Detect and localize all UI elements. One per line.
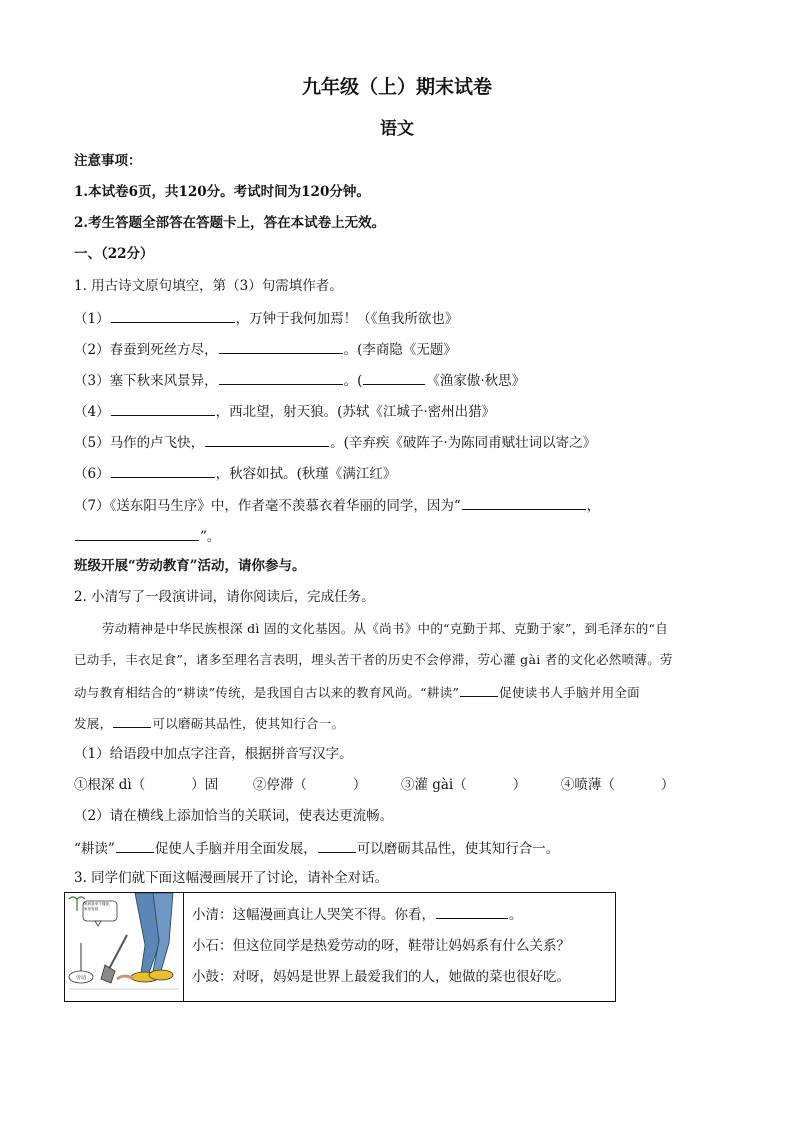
q1-line-3-text: 。( (343, 373, 363, 389)
subject-title: 语文 (380, 119, 414, 139)
speech-line-4 (74, 713, 344, 733)
notice-item-1: 1.本试卷6页，共120分。考试时间为120分钟。 (74, 184, 370, 200)
q1-line-3 (74, 370, 525, 390)
q1-line-5-text: 。(辛弃疾《破阵子·为陈同甫赋壮词以寄之》 (330, 435, 597, 451)
q2-sub2-sentence (74, 838, 559, 858)
q2-options (74, 776, 674, 794)
q1-line-4-text: ，西北望，射天狼。(苏轼《江城子·密州出猎》 (215, 404, 496, 420)
answer-blank[interactable] (111, 401, 215, 416)
option-1-close: ）固 (191, 777, 219, 793)
q1-line-7-comma: ， (586, 498, 601, 514)
connective-blank[interactable] (113, 713, 151, 728)
q1-line-6-label: （6） (74, 466, 110, 482)
q2-sub1: （1）给语段中加点字注音，根据拼音写汉字。 (74, 746, 353, 762)
dialogue-line-xiaoshi: 小石：但这位同学是热爱劳动的呀，鞋带让妈妈系有什么关系？ (192, 938, 570, 954)
q1-line-4 (74, 401, 495, 421)
q2-sub2: （2）请在横线上添加恰当的关联词，使表达更流畅。 (74, 808, 394, 824)
q1-line-7-continued (74, 526, 220, 546)
cartoon-sign-text: 劳动 (75, 975, 87, 981)
answer-blank[interactable] (205, 432, 329, 447)
dialogue-line-xiaogu: 小鼓：对呀，妈妈是世界上最爱我们的人，她做的菜也很好吃。 (192, 969, 570, 985)
q1-line-3-source: 《渔家傲·秋思》 (426, 373, 526, 389)
q1-line-5 (74, 432, 596, 452)
q1-line-2-label: （2）春蚕到死丝方尽， (74, 342, 218, 358)
speech-line-4-rest: 可以磨砺其品性，使其知行合一。 (152, 716, 345, 731)
option-4-open: ④喷薄（ (560, 777, 615, 793)
cartoon-bubble-text: 妈妈我来下楼拿，家里有厨 (84, 902, 113, 911)
exam-title: 九年级（上）期末试卷 (301, 76, 492, 98)
connective-blank[interactable] (116, 838, 154, 853)
cartoon-dialogue-table (64, 892, 616, 1002)
q1-line-1-text: ，万钟于我何加焉！（《鱼我所欲也》 (235, 311, 459, 327)
notice-item-2: 2.考生答题全部答在答题卡上，答在本试卷上无效。 (74, 215, 386, 231)
cartoon-image (65, 893, 183, 997)
speech-line-3-rest: 促使读书人手脑并用全面 (499, 685, 640, 700)
sentence-start: “耕读” (74, 841, 115, 857)
speech-line-3-text: 动与教育相结合的“耕读”传统，是我国自古以来的教育风尚。“耕读” (74, 685, 460, 700)
speech-line-3 (74, 682, 640, 702)
cartoon-cell (65, 893, 184, 1002)
answer-blank[interactable] (111, 308, 235, 323)
author-blank[interactable] (363, 370, 425, 385)
answer-blank[interactable] (436, 904, 508, 919)
answer-blank[interactable] (219, 370, 343, 385)
section-1-heading: 一、（22分） (74, 246, 154, 262)
q1-line-7-end: ”。 (200, 529, 221, 545)
option-4-close: ） (660, 777, 675, 793)
q1-line-1 (74, 308, 458, 328)
q1-line-2 (74, 339, 457, 359)
connective-blank[interactable] (318, 838, 356, 853)
answer-blank[interactable] (462, 495, 586, 510)
dialogue-xiaoqing-end: 。 (509, 907, 523, 923)
q1-line-6 (74, 463, 396, 483)
option-1-open: ①根深 dì（ (74, 777, 146, 793)
q1-line-6-text: ，秋容如拭。(秋瑾《满江红》 (215, 466, 397, 482)
sentence-end: 可以磨砺其品性，使其知行合一。 (356, 841, 560, 857)
q1-line-7 (74, 495, 600, 515)
answer-blank[interactable] (219, 339, 343, 354)
option-3-close: ） (512, 777, 527, 793)
activity-heading: 班级开展“劳动教育”活动，请你参与。 (74, 558, 306, 574)
dialogue-xiaoqing-text: 小清：这幅漫画真让人哭笑不得。你看， (192, 907, 435, 923)
q1-line-5-label: （5）马作的卢飞快， (74, 435, 205, 451)
q3-prompt: 3. 同学们就下面这幅漫画展开了讨论，请补全对话。 (74, 870, 389, 886)
q1-line-3-label: （3）塞下秋来风景异， (74, 373, 218, 389)
notice-heading: 注意事项： (74, 153, 142, 169)
q1-line-2-text: 。(李商隐《无题》 (343, 342, 457, 358)
sentence-middle: 促使人手脑并用全面发展， (154, 841, 317, 857)
q1-line-1-label: （1） (74, 311, 110, 327)
q1-line-4-label: （4） (74, 404, 110, 420)
connective-blank[interactable] (460, 682, 498, 697)
speech-line-4-text: 发展， (74, 716, 113, 731)
answer-blank[interactable] (111, 463, 215, 478)
q1-line-7-text: （7）《送东阳马生序》中，作者毫不羡慕衣着华丽的同学，因为“ (74, 498, 461, 514)
q1-prompt: 1. 用古诗文原句填空，第（3）句需填作者。 (74, 278, 343, 294)
dialogue-cell (184, 893, 616, 1002)
option-2-open: ②停滞（ (252, 777, 307, 793)
q2-prompt: 2. 小清写了一段演讲词，请你阅读后，完成任务。 (74, 589, 375, 605)
answer-blank[interactable] (75, 526, 199, 541)
option-2-close: ） (352, 777, 367, 793)
speech-line-2: 已动手，丰衣足食”，诸多至理名言表明，埋头苦干者的历史不会停滞，劳心灌 gài 者的文化必然喷薄。劳 (74, 652, 673, 667)
option-3-open: ③灌 gài（ (400, 777, 467, 793)
speech-line-1: 劳动精神是中华民族根深 dì 固的文化基因。从《尚书》中的“克勤于邦、克勤于家”，到毛泽东的“自 (102, 621, 669, 636)
dialogue-line-xiaoqing (184, 904, 615, 924)
